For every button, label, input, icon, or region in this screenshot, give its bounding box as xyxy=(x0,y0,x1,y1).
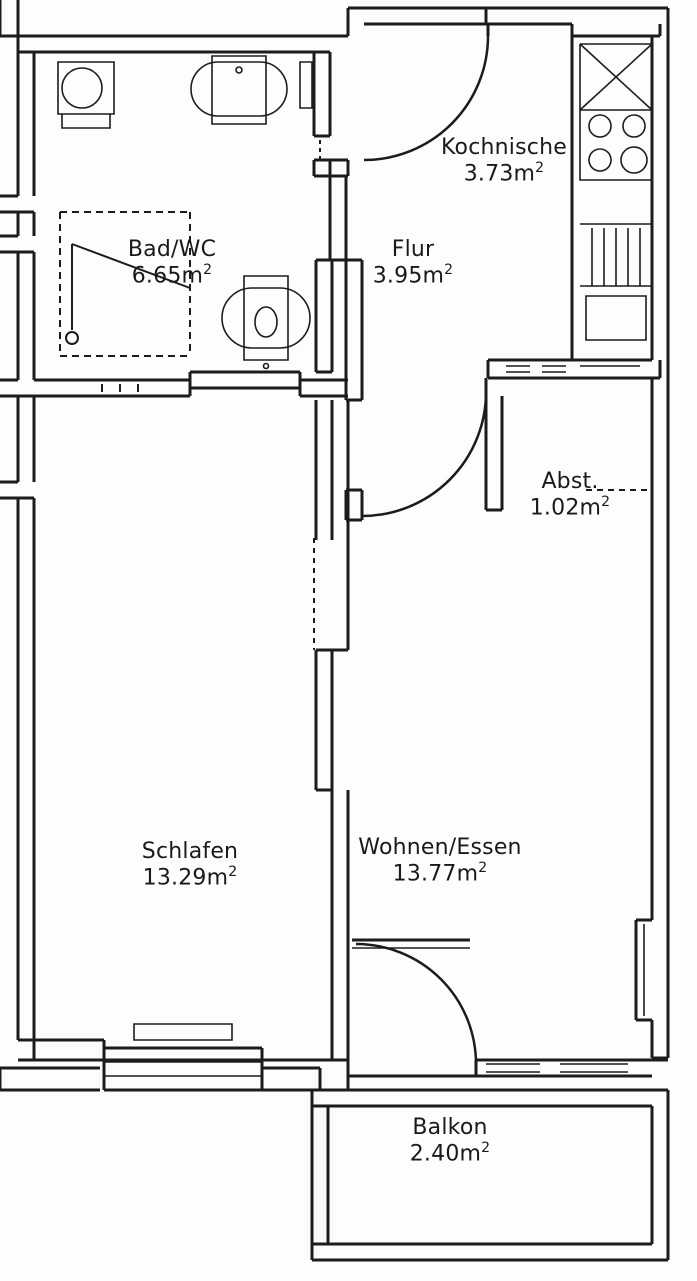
room-label-flur xyxy=(338,238,488,289)
room-label-kochnische xyxy=(404,136,604,187)
room-name: Bad/WC xyxy=(127,237,217,262)
room-name: Flur xyxy=(391,237,435,262)
room-name: Wohnen/Essen xyxy=(358,835,522,860)
room-label-bad-wc xyxy=(72,238,272,289)
room-label-schlafen xyxy=(90,840,290,891)
room-area: $1.02m^2$ xyxy=(529,493,611,520)
room-label-abstellraum xyxy=(490,470,650,521)
room-name: Kochnische xyxy=(441,135,567,160)
room-area: $3.95m^2$ xyxy=(372,261,454,288)
room-area: $13.77m^2$ xyxy=(392,859,488,886)
room-area: $3.73m^2$ xyxy=(463,159,545,186)
room-label-balkon xyxy=(360,1116,540,1167)
room-name: Balkon xyxy=(412,1115,488,1140)
room-name: Schlafen xyxy=(141,839,239,864)
room-name: Abst. xyxy=(541,469,599,494)
room-area: $13.29m^2$ xyxy=(142,863,238,890)
room-area: $2.40m^2$ xyxy=(409,1139,491,1166)
room-label-wohnen-essen xyxy=(320,836,560,887)
room-area: $6.65m^2$ xyxy=(131,261,213,288)
